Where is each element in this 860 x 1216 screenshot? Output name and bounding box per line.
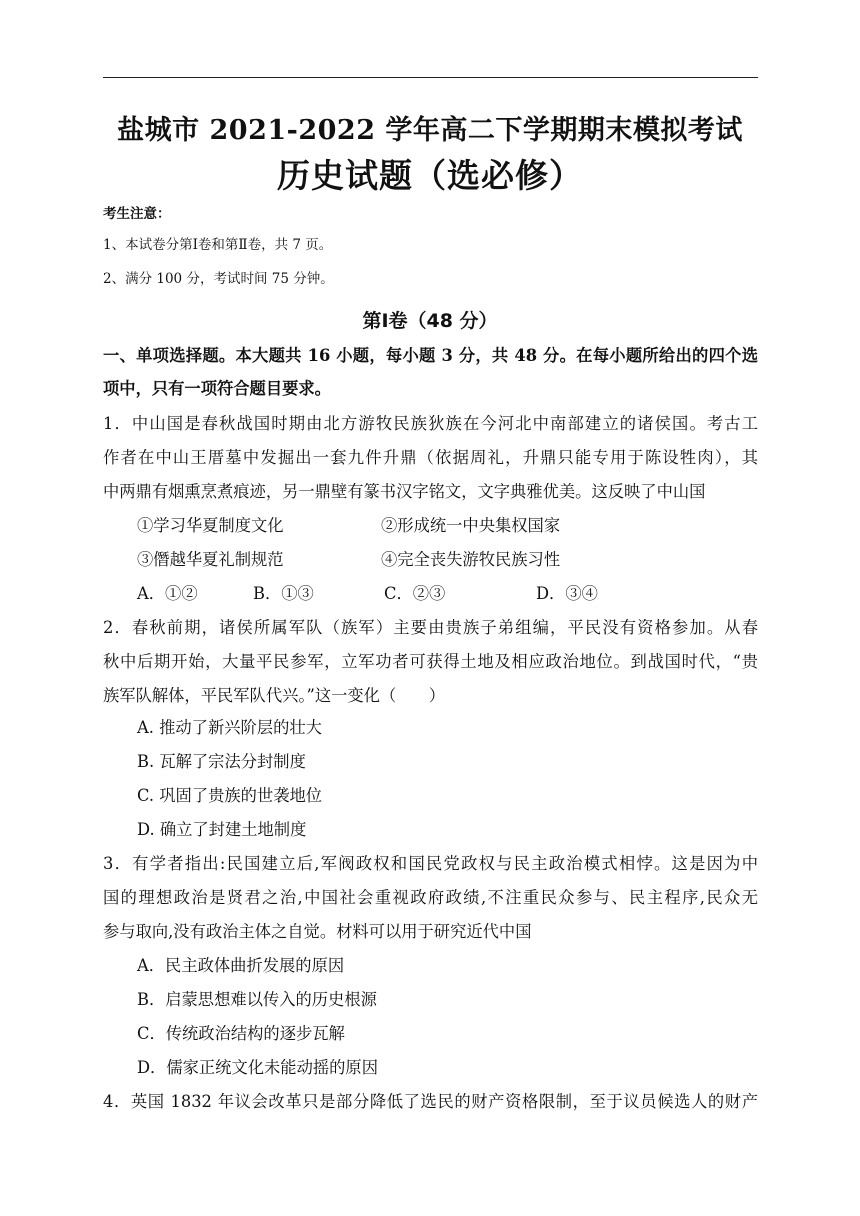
question-2-option-c[interactable]: C. 巩固了贵族的世袭地位 — [137, 786, 323, 805]
section-heading: 第Ⅰ卷（48 分） — [362, 310, 498, 332]
question-1-option-b[interactable]: B．①③ — [253, 584, 314, 603]
notice-item: 1、本试卷分第Ⅰ卷和第Ⅱ卷，共 7 页。 — [103, 237, 333, 253]
question-1-option-a[interactable]: A．①② — [137, 584, 198, 603]
notice-item: 2、满分 100 分，考试时间 75 分钟。 — [103, 271, 334, 287]
question-2-stem: 2．春秋前期，诸侯所属军队（族军）主要由贵族子弟组编，平民没有资格参加。从春 — [103, 618, 758, 637]
question-2-stem: 族军队解体，平民军队代兴。”这一变化（ ） — [103, 686, 446, 705]
question-3-stem: 参与取向,没有政治主体之自觉。材料可以用于研究近代中国 — [103, 922, 532, 941]
question-1-statement: ③僭越华夏礼制规范 — [137, 550, 284, 569]
header-rule — [103, 77, 758, 78]
section-instructions: 项中，只有一项符合题目要求。 — [103, 379, 331, 398]
notice-heading: 考生注意： — [103, 206, 171, 222]
question-1-option-d[interactable]: D．③④ — [536, 584, 598, 603]
question-1-statement: ②形成统一中央集权国家 — [381, 516, 561, 535]
question-1-stem: 1．中山国是春秋战国时期由北方游牧民族狄族在今河北中南部建立的诸侯国。考古工 — [103, 414, 758, 433]
question-3-option-b[interactable]: B．启蒙思想难以传入的历史根源 — [137, 990, 377, 1009]
question-2-option-a[interactable]: A. 推动了新兴阶层的壮大 — [137, 718, 322, 737]
question-3-option-a[interactable]: A．民主政体曲折发展的原因 — [137, 956, 345, 975]
question-1-stem: 作者在中山王厝墓中发掘出一套九件升鼎（依据周礼，升鼎只能专用于陈设牲肉），其 — [103, 448, 758, 467]
question-1-statement: ④完全丧失游牧民族习性 — [381, 550, 561, 569]
section-instructions: 一、单项选择题。本大题共 16 小题，每小题 3 分，共 48 分。在每小题所给出的四个选 — [103, 346, 758, 365]
question-3-stem: 3．有学者指出:民国建立后,军阀政权和国民党政权与民主政治模式相悖。这是因为中 — [103, 854, 758, 873]
question-2-stem: 秋中后期开始，大量平民参军，立军功者可获得土地及相应政治地位。到战国时代，“贵 — [103, 652, 758, 671]
exam-title: 盐城市 2021-2022 学年高二下学期期末模拟考试 — [117, 115, 743, 146]
question-2-option-d[interactable]: D. 确立了封建土地制度 — [137, 820, 307, 839]
exam-subtitle: 历史试题（选必修） — [277, 156, 583, 195]
question-1-option-c[interactable]: C．②③ — [384, 584, 446, 603]
question-1-statement: ①学习华夏制度文化 — [137, 516, 284, 535]
question-3-option-c[interactable]: C．传统政治结构的逐步瓦解 — [137, 1024, 345, 1043]
question-4-stem: 4．英国 1832 年议会改革只是部分降低了选民的财产资格限制，至于议员候选人的财产 — [103, 1092, 758, 1111]
question-3-stem: 国的理想政治是贤君之治,中国社会重视政府政绩,不注重民众参与、民主程序,民众无 — [103, 888, 758, 907]
question-1-stem: 中两鼎有烟熏烹煮痕迹，另一鼎壁有篆书汉字铭文，文字典雅优美。这反映了中山国 — [103, 482, 706, 501]
question-3-option-d[interactable]: D．儒家正统文化未能动摇的原因 — [137, 1058, 378, 1077]
question-2-option-b[interactable]: B. 瓦解了宗法分封制度 — [137, 752, 306, 771]
